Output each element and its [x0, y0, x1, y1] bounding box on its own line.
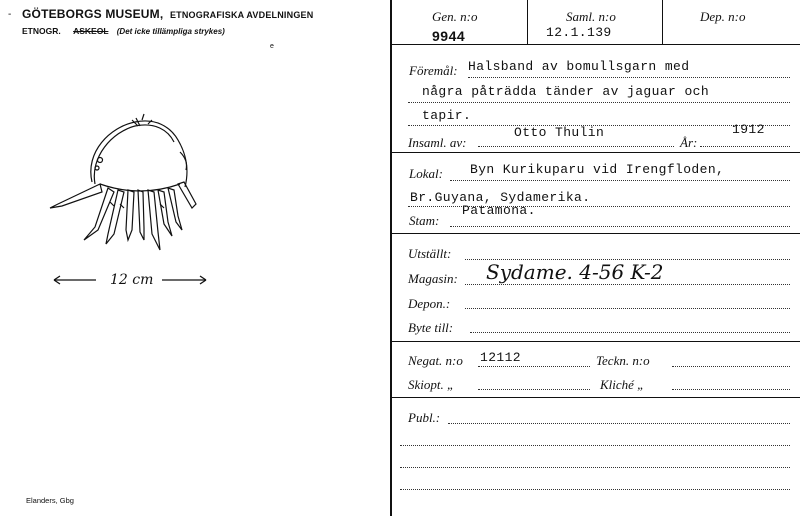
- row-divider: [392, 233, 800, 234]
- lokal-label: Lokal:: [409, 166, 443, 181]
- dotted-line: [400, 445, 790, 446]
- depon-label: Depon.:: [408, 296, 451, 311]
- kliche-label: Kliché „: [600, 377, 645, 392]
- negat-value: 12112: [480, 350, 522, 365]
- row-divider: [392, 397, 800, 398]
- lokal-line-2: Br.Guyana, Sydamerika.: [410, 190, 591, 205]
- foremal-line-1: Halsband av bomullsgarn med: [468, 59, 690, 74]
- row-divider: [392, 44, 800, 45]
- gen-label: Gen. n:o: [432, 9, 478, 24]
- strike-note: (Det icke tillämpliga strykes): [116, 27, 225, 36]
- header-dash: -: [8, 9, 12, 20]
- stam-value: Patamona.: [462, 203, 536, 218]
- insaml-label: Insaml. av:: [408, 135, 467, 150]
- column-divider: [662, 0, 663, 44]
- foremal-line-2: några påträdda tänder av jaguar och: [422, 84, 710, 99]
- etnogr-label: ETNOGR.: [22, 26, 61, 36]
- row-divider: [392, 341, 800, 342]
- museum-name: GÖTEBORGS MUSEUM,: [22, 7, 164, 21]
- askeol-label: ASKEOL: [73, 26, 109, 36]
- dotted-line: [700, 146, 790, 147]
- dotted-line: [450, 226, 790, 227]
- dotted-line: [672, 366, 790, 367]
- museum-title: [22, 7, 313, 21]
- dotted-line: [400, 467, 790, 468]
- dotted-line: [465, 308, 790, 309]
- dotted-line: [450, 180, 790, 181]
- dotted-line: [478, 389, 590, 390]
- dotted-line: [468, 77, 790, 78]
- row-divider: [392, 152, 800, 153]
- department-name: ETNOGRAFISKA AVDELNINGEN: [169, 10, 314, 20]
- publ-label: Publ.:: [408, 410, 441, 425]
- ar-value: 1912: [732, 122, 765, 137]
- dotted-line: [400, 489, 790, 490]
- category-line: [22, 26, 225, 36]
- dotted-line: [470, 332, 790, 333]
- necklace-drawing: [40, 112, 240, 262]
- foremal-label: Föremål:: [409, 63, 458, 78]
- card-border: [390, 0, 392, 516]
- mark-e: e: [270, 43, 274, 50]
- foremal-line-3: tapir.: [422, 108, 472, 123]
- gen-value: 9944: [432, 28, 466, 44]
- lokal-line-1: Byn Kurikuparu vid Irengfloden,: [470, 162, 725, 177]
- saml-value: 12.1.139: [546, 25, 612, 40]
- saml-label: Saml. n:o: [566, 9, 616, 24]
- utstallt-label: Utställt:: [408, 246, 452, 261]
- dep-label: Dep. n:o: [700, 9, 746, 24]
- magasin-value: Sydame. 4-56 K-2: [486, 260, 664, 284]
- byte-label: Byte till:: [408, 320, 454, 335]
- skiopt-label: Skiopt. „: [408, 377, 455, 392]
- dotted-line: [408, 102, 790, 103]
- magasin-label: Magasin:: [408, 271, 458, 286]
- teckn-label: Teckn. n:o: [596, 353, 650, 368]
- dotted-line: [478, 366, 590, 367]
- scale-label: 12 cm: [110, 272, 154, 288]
- dotted-line: [672, 389, 790, 390]
- column-divider: [527, 0, 528, 44]
- ar-label: År:: [680, 135, 698, 150]
- dotted-line: [478, 146, 674, 147]
- printer-credit: Elanders, Gbg: [26, 496, 74, 505]
- insaml-value: Otto Thulin: [514, 125, 605, 140]
- stam-label: Stam:: [409, 213, 440, 228]
- negat-label: Negat. n:o: [408, 353, 463, 368]
- dotted-line: [448, 423, 790, 424]
- dotted-line: [465, 284, 790, 285]
